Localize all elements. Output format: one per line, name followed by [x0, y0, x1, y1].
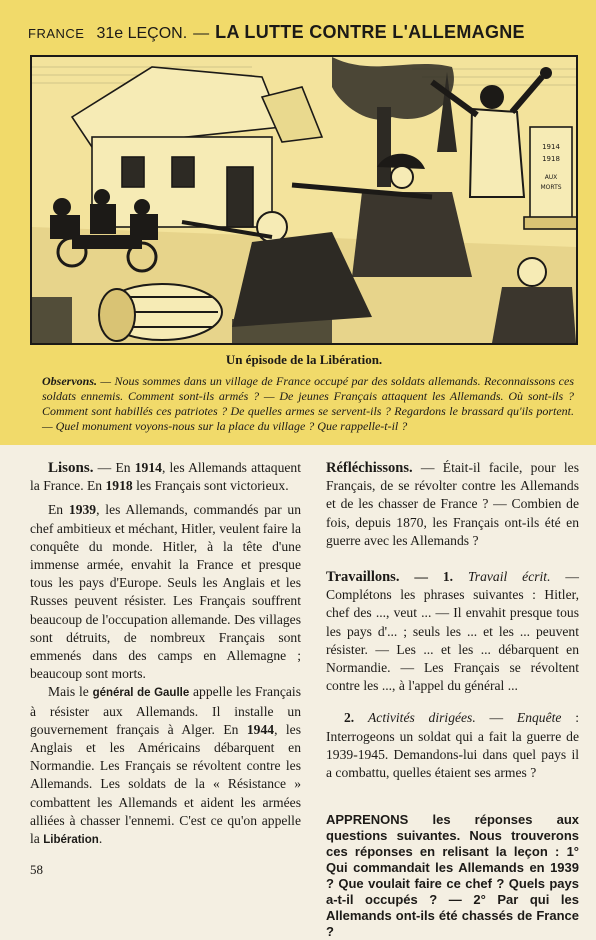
lisons-text: , les Allemands attaquent la France. En — [30, 460, 301, 494]
exercise-number-1: — 1. — [399, 569, 454, 585]
year-1944: 1944 — [246, 721, 275, 737]
war-memorial — [524, 127, 576, 229]
lesson-number: 31e LEÇON. — [96, 25, 188, 42]
lisons-text: , les Anglais et les Américains débarquent en Normandie. Les Français se révoltent contre les Allemands. Les soldats de la « Résistance » combattent les Allemands et aident les armées alliées à chasser l'ennemi. C'est ce qu'on appelle la — [30, 721, 301, 847]
reflechissons-lead: Réfléchissons. — [326, 460, 413, 476]
observons-text: — Nous sommes dans un village de France occupé par des soldats allemands. Reconnaissons ces soldats ennemis. Comment sont-ils armés ? — De jeunes Français attaquent les Allemands. Où sont-ils ? Comment sont habillés ces patriotes ? De quelles armes se servent-ils ? Regardons le brassard qu'ils portent. — Quel monument voyons-nous sur la place du village ? Que rappelle-t-il ? — [42, 374, 574, 433]
header-dash: — — [193, 25, 210, 42]
year-1914: 1914 — [134, 460, 162, 475]
lisons-paragraph-1 — [30, 459, 301, 495]
illustration-drawing — [32, 57, 576, 343]
country-label: FRANCE — [28, 26, 85, 41]
apprenons-paragraph — [326, 812, 579, 940]
lisons-text: Mais le — [48, 684, 93, 700]
travaillons-paragraph-2 — [326, 709, 579, 782]
exercise-number-2: 2. — [344, 710, 355, 726]
year-1918: 1918 — [105, 478, 133, 494]
lesson-header — [28, 22, 568, 48]
lisons-text: , les Allemands, commandés par un chef ambitieux et méchant, Hitler, veulent faire la conquête du monde. Hitler, à la tête d'une immense armée, envahit la France et presque tous les pays d'Europe. Seuls les Anglais et les Russes peuvent résister. Les Français souffrent beaucoup de l'occupation allemande. Des villages sont détruits, de nombreux Français sont emmenés dans des camps en Allemagne ; beaucoup sont morts. — [30, 502, 302, 682]
apprenons-lead: APPRENONS — [326, 812, 409, 828]
general-de-gaulle: général de Gaulle — [92, 687, 190, 700]
observons-lead: Observons. — [42, 374, 98, 388]
lisons-paragraph-3 — [30, 683, 301, 849]
observons-paragraph — [42, 374, 574, 434]
lisons-text: En — [48, 502, 69, 518]
lisons-text: . — [98, 831, 103, 847]
travaillons-lead: Travaillons. — [326, 569, 400, 586]
lesson-title: LA LUTTE CONTRE L'ALLEMAGNE — [215, 22, 525, 42]
reflechissons-text: — Était-il facile, pour les Français, de se révolter contre les Allemands et de les chasser de France ? — Combien de fois, depuis 1870, les Français ont-ils été en guerre avec les Allemands ? — [326, 460, 579, 548]
illustration-caption: Un épisode de la Libération. — [225, 352, 383, 367]
barrel — [99, 284, 222, 341]
svg-text:1918: 1918 — [542, 155, 560, 163]
lisons-text: — En — [93, 460, 135, 475]
travaillons-paragraph-1 — [326, 568, 579, 695]
reflechissons-paragraph — [326, 459, 579, 550]
right-column — [326, 459, 579, 940]
liberation-word: Libération — [43, 834, 99, 847]
lisons-lead: Lisons. — [48, 460, 94, 476]
travail-ecrit-text: — Complétons les phrases suivantes : Hitler, chef des ..., veut ... — Il envahit presque tous les pays d'... ; seuls les ... et les ... peuvent résister. — Les ... et les ... débarquent en Normandie. — Les Français se révoltent contre les ..., à l'appel du général ... — [326, 569, 579, 694]
lisons-text: appelle les Français à résister aux Allemands. Il installe un gouvernement français à Alger. En — [30, 684, 301, 737]
year-1939: 1939 — [68, 502, 97, 518]
svg-text:AUX: AUX — [544, 174, 558, 181]
activites-dash: — — [475, 710, 517, 726]
page-number: 58 — [30, 862, 43, 877]
lisons-paragraph-2 — [30, 501, 301, 683]
travail-ecrit-label: Travail écrit. — [467, 569, 551, 585]
liberation-illustration — [30, 55, 578, 345]
lisons-text: les Français sont victorieux. — [132, 478, 289, 494]
svg-text:1914: 1914 — [542, 143, 560, 151]
left-column — [30, 459, 301, 849]
enquete-label: Enquête — [516, 710, 562, 726]
svg-text:MORTS: MORTS — [540, 184, 562, 191]
apprenons-text: les réponses aux questions suivantes. Nous trouverons ces réponses en relisant la leçon : 1° Qui commandait les Allemands en 1939 ? Que voulait faire ce chef ? Quels pays a-t-il occupés ? — 2° Par qui les Allemands ont-ils été chassés de France ? — [326, 812, 579, 940]
enquete-text: : Interrogeons un soldat qui a fait la guerre de 1939-1945. Demandons-lui dans quel pays il a combattu, quelles étaient ses armes ? — [326, 710, 579, 781]
activites-dirigees-label: Activités dirigées. — [367, 710, 476, 726]
